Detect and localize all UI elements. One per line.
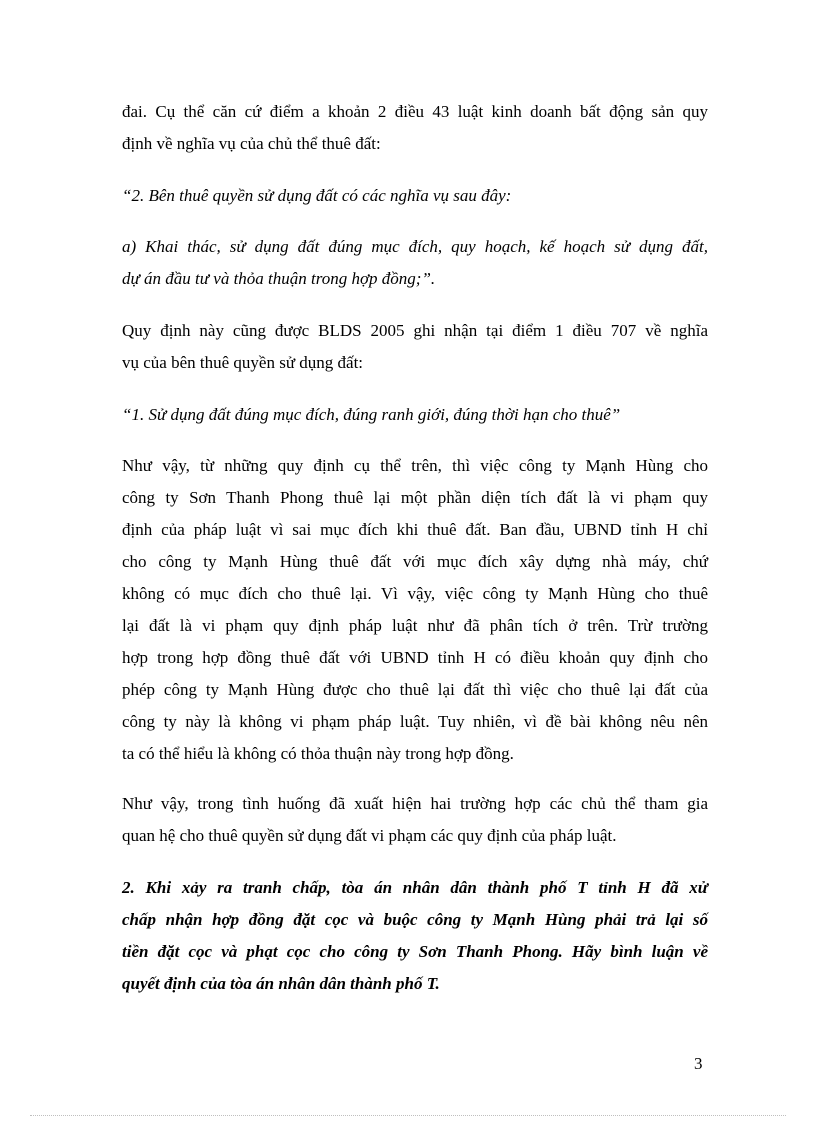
text-line: tiền đặt cọc và phạt cọc cho công ty Sơn Thanh Phong. Hãy bình luận về <box>122 942 708 961</box>
page-number: 3 <box>694 1054 703 1073</box>
quote-item-a <box>122 231 708 295</box>
text-line: vụ của bên thuê quyền sử dụng đất: <box>122 353 364 372</box>
paragraph-legal-basis <box>122 96 708 160</box>
text-line: “1. Sử dụng đất đúng mục đích, đúng ranh giới, đúng thời hạn cho thuê” <box>122 405 621 424</box>
text-line: phép công ty Mạnh Hùng được cho thuê lại đất thì việc cho thuê lại đất của <box>122 680 708 699</box>
section-heading-2 <box>122 872 708 1000</box>
text-line: chấp nhận hợp đồng đặt cọc và buộc công ty Mạnh Hùng phải trả lại số <box>122 910 708 929</box>
text-line: ta có thể hiểu là không có thỏa thuận này trong hợp đồng. <box>122 744 514 763</box>
text-line: quyết định của tòa án nhân dân thành phố T. <box>122 974 440 993</box>
paragraph-blds-2005 <box>122 315 708 379</box>
paragraph-conclusion <box>122 788 708 852</box>
text-line: công ty này là không vi phạm pháp luật. Tuy nhiên, vì đề bài không nêu nên <box>122 712 708 731</box>
paragraph-analysis <box>122 450 708 770</box>
text-line: định của pháp luật vì sai mục đích khi thuê đất. Ban đầu, UBND tỉnh H chỉ <box>122 520 708 539</box>
text-line: Như vậy, trong tình huống đã xuất hiện hai trường hợp các chủ thể tham gia <box>122 794 708 813</box>
text-line: quan hệ cho thuê quyền sử dụng đất vi phạm các quy định của pháp luật. <box>122 826 617 845</box>
text-line: hợp trong hợp đồng thuê đất với UBND tỉnh H có điều khoản quy định cho <box>122 648 708 667</box>
text-line: Như vậy, từ những quy định cụ thể trên, thì việc công ty Mạnh Hùng cho <box>122 456 708 475</box>
text-line: cho công ty Mạnh Hùng thuê đất với mục đích xây dựng nhà máy, chứ <box>122 552 708 571</box>
quote-item-1 <box>122 399 708 431</box>
text-line: a) Khai thác, sử dụng đất đúng mục đích, quy hoạch, kế hoạch sử dụng đất, <box>122 237 708 256</box>
text-line: Quy định này cũng được BLDS 2005 ghi nhận tại điểm 1 điều 707 về nghĩa <box>122 321 708 340</box>
text-line: định về nghĩa vụ của chủ thể thuê đất: <box>122 134 381 153</box>
text-line: đai. Cụ thể căn cứ điểm a khoản 2 điều 43 luật kinh doanh bất động sản quy <box>122 102 708 121</box>
text-line: dự án đầu tư và thỏa thuận trong hợp đồng;”. <box>122 269 436 288</box>
text-line: không có mục đích cho thuê lại. Vì vậy, việc công ty Mạnh Hùng cho thuê <box>122 584 708 603</box>
page-bottom-divider <box>30 1115 786 1116</box>
text-line: công ty Sơn Thanh Phong thuê lại một phần diện tích đất là vi phạm quy <box>122 488 708 507</box>
text-line: “2. Bên thuê quyền sử dụng đất có các nghĩa vụ sau đây: <box>122 186 512 205</box>
text-line: lại đất là vi phạm quy định pháp luật như đã phân tích ở trên. Trừ trường <box>122 616 708 635</box>
quote-tenant-obligations <box>122 180 708 212</box>
text-line: 2. Khi xảy ra tranh chấp, tòa án nhân dân thành phố T tỉnh H đã xử <box>122 878 708 897</box>
